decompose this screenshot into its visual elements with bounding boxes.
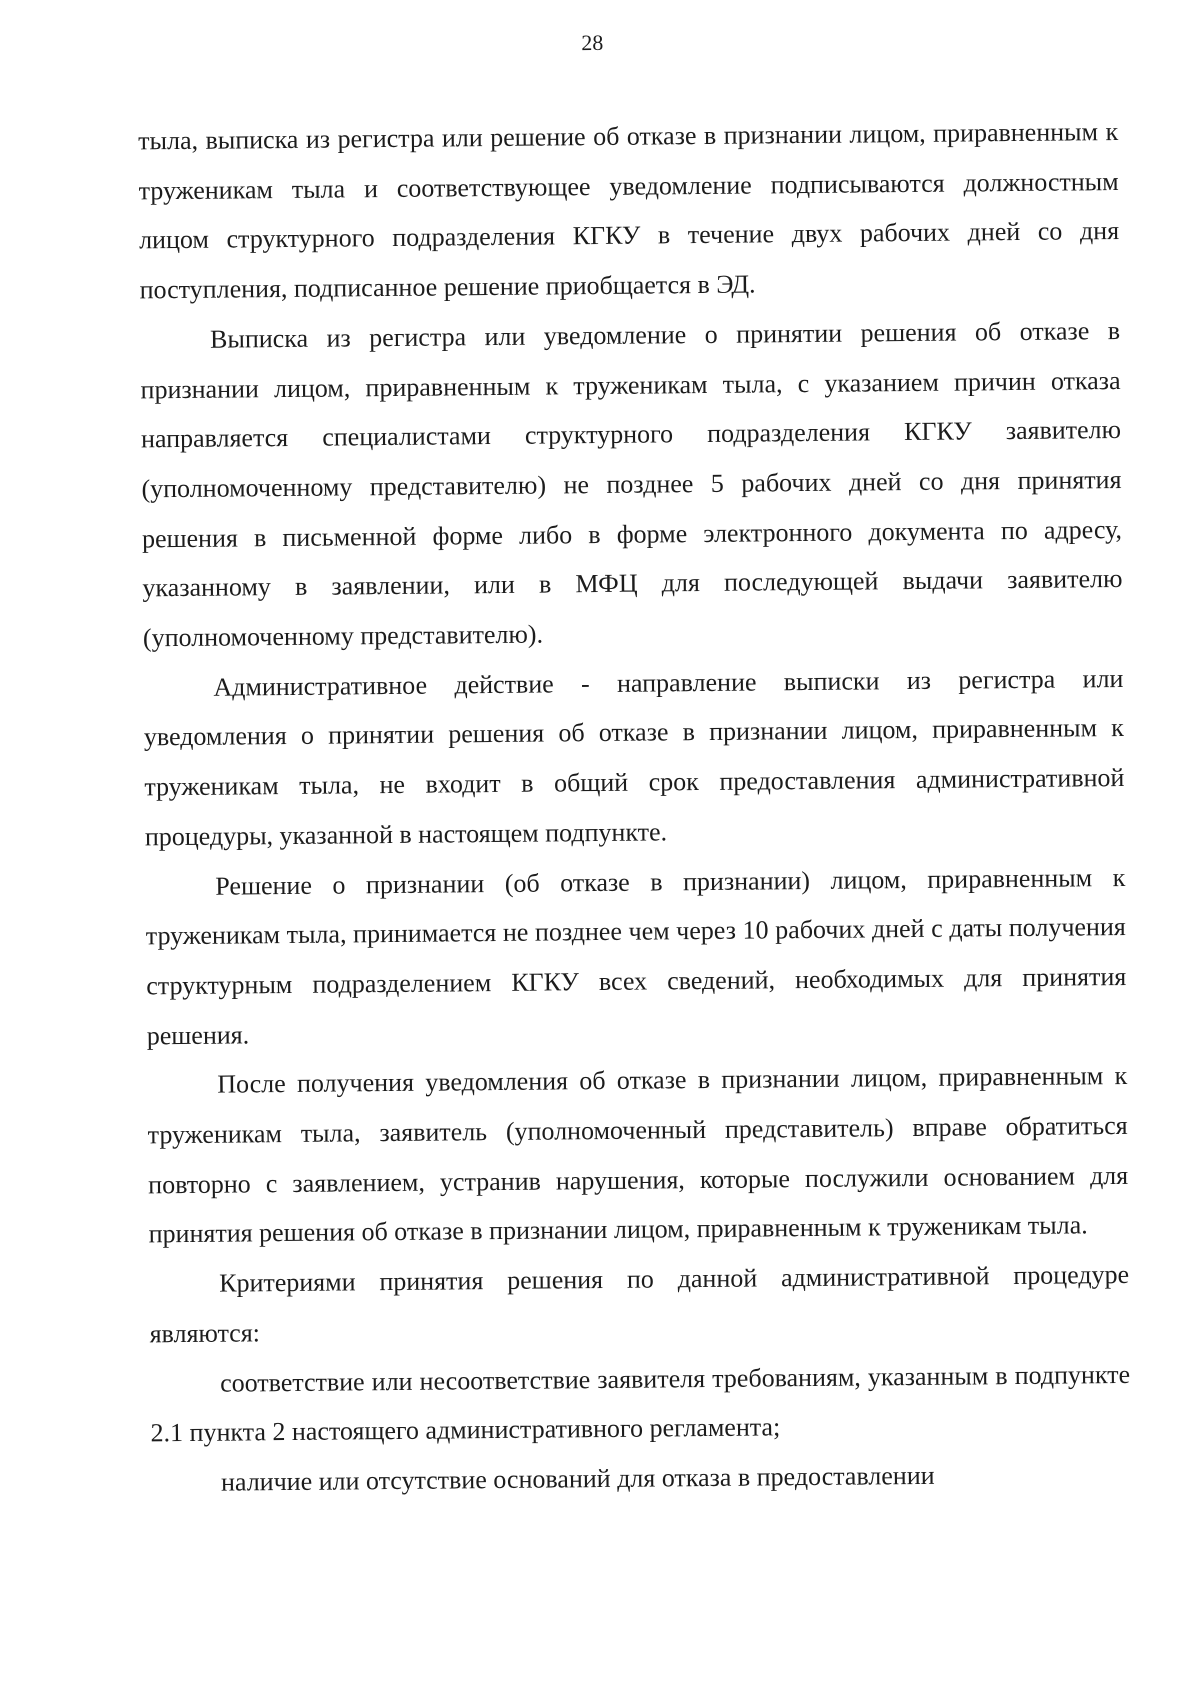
paragraph-repeat-application: После получения уведомления об отказе в признании лицом, приравненным к труженикам тыла, заявитель (уполномоченный представитель) вправе обратиться повторно с заявлением, устранив нарушения, которые послужили основанием для принятия решения об отказе в признании лицом, приравненным к труженикам тыла. (147, 1061, 1129, 1249)
paragraph-administrative-action: Административное действие - направление выписки из регистра или уведомления о принятии решения об отказе в признании лицом, приравненным к труженикам тыла, не входит в общий срок предоставления административной процедуры, указанной в настоящем подпункте. (143, 663, 1125, 852)
paragraph-decision-deadline: Решение о признании (об отказе в признании) лицом, приравненным к труженикам тыла, принимается не позднее чем через 10 рабочих дней с даты получения структурным подразделением КГКУ всех сведений, необходимых для принятия решения. (145, 862, 1127, 1051)
paragraph-criteria-intro: Критериями принятия решения по данной административной процедуре являются: (149, 1260, 1130, 1349)
paragraph-criterion-compliance: соответствие или несоответствие заявителя требованиям, указанным в подпункте 2.1 пункта 2 настоящего административного регламента; (150, 1359, 1131, 1448)
page-number: 28 (581, 29, 604, 56)
document-body (138, 107, 1131, 1508)
paragraph-extract-notification: Выписка из регистра или уведомление о принятии решения об отказе в признании лицом, приравненным к труженикам тыла, с указанием причин отказа направляется специалистами структурного подразделения КГКУ заявителю (уполномоченному представителю) не позднее 5 рабочих дней со дня принятия решения в письменной форме либо в форме электронного документа по адресу, указанному в заявлении, или в МФЦ для последующей выдачи заявителю (уполномоченному представителю). (140, 315, 1123, 653)
paragraph-criterion-grounds: наличие или отсутствие оснований для отказа в предоставлении (220, 1460, 935, 1497)
paragraph-continuation: тыла, выписка из регистра или решение об отказе в признании лицом, приравненным к труженикам тыла и соответствующее уведомление подписываются должностным лицом структурного подразделения КГКУ в течение двух рабочих дней со дня поступления, подписанное решение приобщается в ЭД. (138, 116, 1120, 305)
